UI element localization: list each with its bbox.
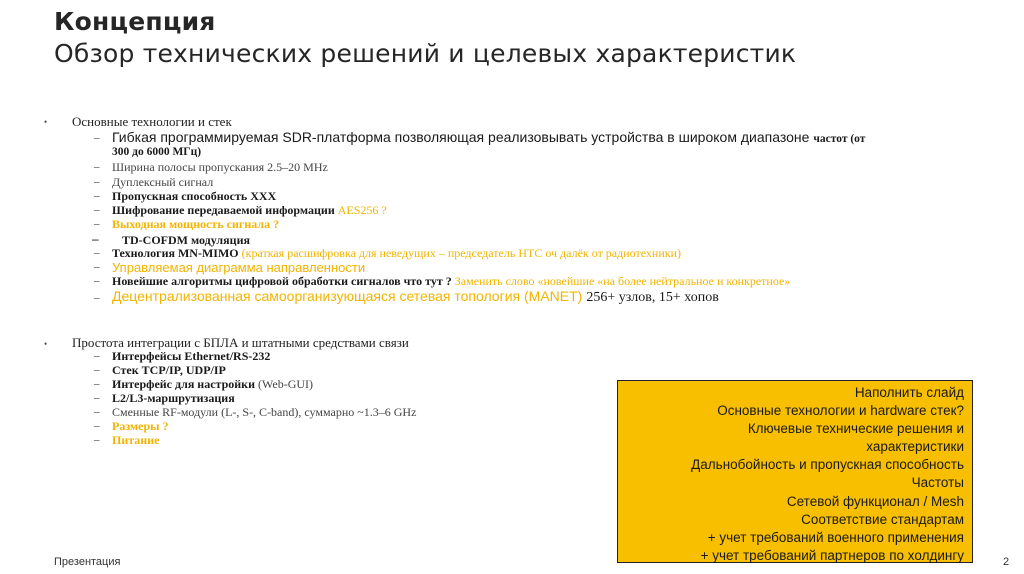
list-item: 300 до 6000 МГц) (112, 146, 202, 158)
list-item: Интерфейс для настройки (Web-GUI) (112, 377, 314, 391)
dash-icon: – (94, 420, 100, 432)
dash-icon: – (94, 190, 100, 202)
list-item: Новейшие алгоритмы цифровой обработки сигналов что тут ? Заменить слово «новейшие «на более нейтральное и конкретное» (112, 274, 791, 288)
dash-icon: – (94, 161, 100, 173)
dash-icon: – (94, 434, 100, 446)
list-item: Выходная мощность сигнала ? (112, 217, 280, 231)
dash-icon: – (94, 392, 100, 404)
dash-icon: – (92, 231, 99, 246)
dash-icon: – (94, 378, 100, 390)
note-box (617, 380, 973, 563)
list-item: Децентрализованная самоорганизующаяся сетевая топология (MANET) 256+ узлов, 15+ хопов (112, 288, 719, 305)
note-line: Соответствие стандартам (801, 511, 964, 527)
list-item: Гибкая программируемая SDR-платформа позволяющая реализовывать устройства в широком диапазоне частот (от (112, 129, 866, 145)
note-line: Основные технологии и hardware стек? (717, 403, 964, 419)
dash-icon: – (94, 350, 100, 362)
list-item: Технология MN-MIMO (краткая расшифровка для неведущих – председатель НТС оч далёк от радиотехники) (112, 246, 682, 260)
note-line: характеристики (866, 439, 964, 455)
note-line: Частоты (911, 475, 964, 491)
note-line: Сетевой функционал / Mesh (786, 493, 964, 509)
dash-icon: – (94, 292, 100, 304)
slide-title: Концепция (54, 7, 216, 36)
list-item: Ширина полосы пропускания 2.5–20 MHz (112, 160, 328, 174)
dash-icon: – (94, 364, 100, 376)
list-item: TD-COFDM модуляция (122, 233, 250, 247)
list-item: Управляемая диаграмма направленности (112, 260, 366, 275)
footer-label: Презентация (54, 556, 121, 568)
dash-icon: – (94, 176, 100, 188)
dash-icon: – (94, 204, 100, 216)
dash-icon: – (94, 218, 100, 230)
list-item: Пропускная способность ХХХ (112, 189, 277, 203)
dash-icon: – (94, 247, 100, 259)
list-item: Интерфейсы Ethernet/RS-232 (112, 349, 271, 363)
page-number: 2 (1003, 556, 1010, 568)
list-item: Стек TCP/IP, UDP/IP (112, 363, 226, 377)
bullet-icon: • (44, 117, 48, 127)
dash-icon: – (94, 132, 100, 144)
slide-subtitle: Обзор технических решений и целевых характеристик (54, 39, 797, 68)
list-item: Питание (112, 433, 160, 447)
note-line: Наполнить слайд (854, 385, 964, 400)
list-item: Шифрование передаваемой информации AES256 ? (112, 203, 387, 217)
title-block (54, 6, 796, 70)
list-item: L2/L3-маршрутизация (112, 391, 235, 405)
section-heading: Основные технологии и стек (72, 114, 232, 129)
note-line: Ключевые технические решения и (747, 421, 964, 437)
list-item: Дуплексный сигнал (112, 175, 214, 189)
note-line: + учет требований военного применения (707, 529, 964, 545)
note-line: + учет требований партнеров по холдингу (700, 547, 964, 563)
dash-icon: – (94, 406, 100, 418)
note-line: Дальнобойность и пропускная способность (691, 457, 964, 473)
list-item: Сменные RF-модули (L-, S-, C-band), суммарно ~1.3–6 GHz (112, 405, 417, 419)
section-heading: Простота интеграции с БПЛА и штатными средствами связи (72, 335, 409, 350)
dash-icon: – (94, 275, 100, 287)
list-item: Размеры ? (112, 419, 169, 433)
bullet-icon: • (44, 339, 48, 349)
dash-icon: – (94, 261, 100, 273)
